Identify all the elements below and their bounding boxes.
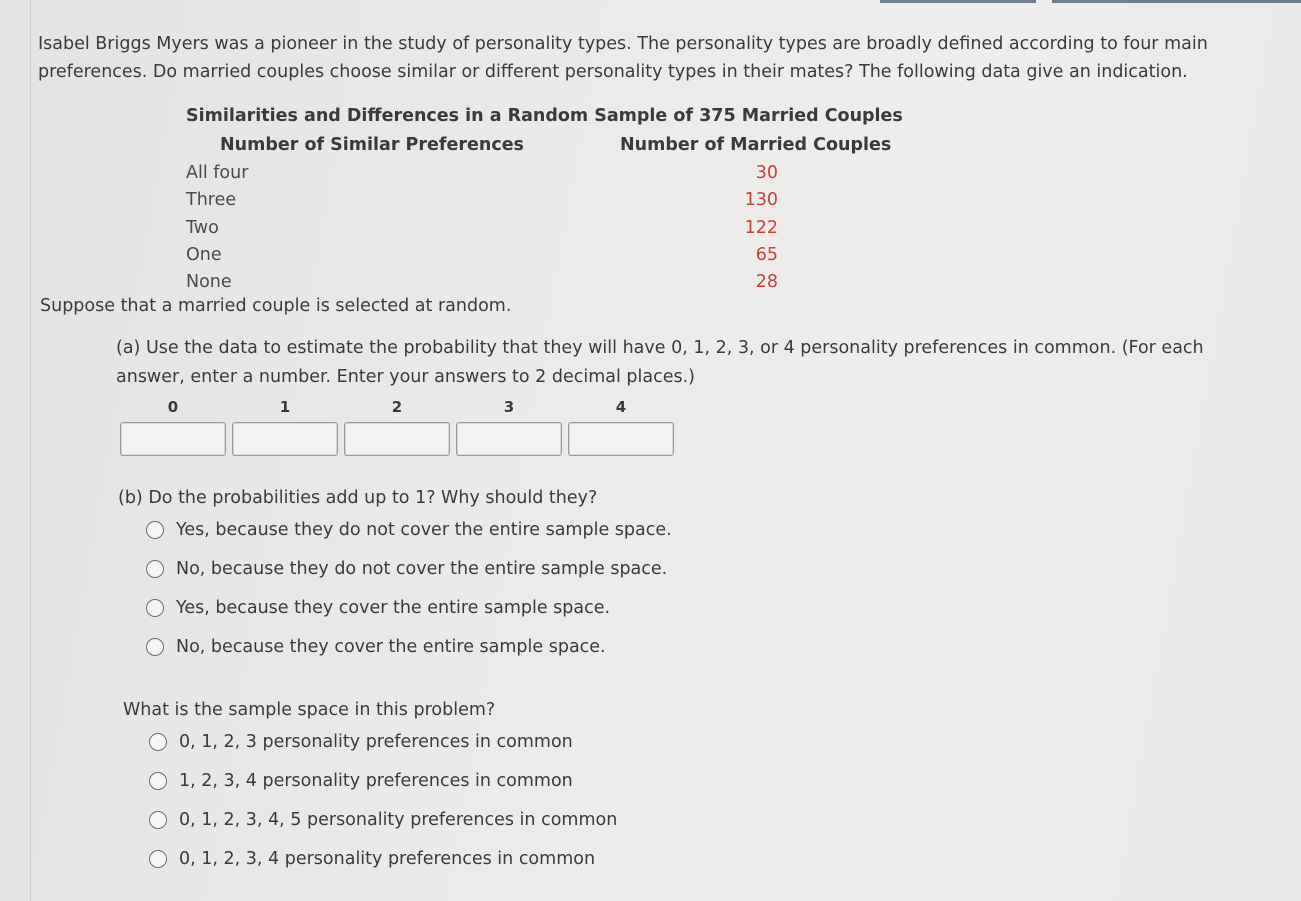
table-row [186, 187, 946, 214]
probability-input-3[interactable] [456, 422, 562, 456]
answer-header-0: 0 [167, 398, 179, 416]
radio-option[interactable] [149, 761, 617, 800]
radio-option[interactable] [149, 800, 617, 839]
content-left-border [30, 0, 31, 901]
scenario-text: Suppose that a married couple is selected at random. [40, 296, 512, 316]
radio-button[interactable] [149, 733, 167, 751]
table-caption: Similarities and Differences in a Random Sample of 375 Married Couples [186, 106, 903, 126]
part-b-options [146, 510, 672, 666]
probability-input-4[interactable] [568, 422, 674, 456]
row-value: 28 [755, 272, 778, 293]
radio-button[interactable] [149, 811, 167, 829]
top-tab-indicator [1052, 0, 1301, 3]
table-row [186, 269, 946, 296]
radio-option[interactable] [149, 722, 617, 761]
answer-header-2: 2 [391, 398, 403, 416]
table-row [186, 242, 946, 269]
radio-option-label: 0, 1, 2, 3, 4 personality preferences in common [179, 848, 596, 869]
row-label: One [186, 244, 222, 265]
table-header [186, 130, 946, 160]
radio-button[interactable] [149, 772, 167, 790]
part-b-question: (b) Do the probabilities add up to 1? Why should they? [118, 488, 598, 508]
radio-button[interactable] [146, 560, 164, 578]
answer-inputs [120, 422, 680, 458]
sample-space-options [149, 722, 617, 878]
row-value: 30 [755, 163, 778, 183]
data-table [186, 102, 946, 296]
problem-intro: Isabel Briggs Myers was a pioneer in the study of personality types. The personality types are broadly defined according to four main preferences. Do married couples choose similar or different personality types in their mates? The following data give an indication. [38, 34, 1208, 82]
radio-option-label: 1, 2, 3, 4 personality preferences in common [179, 770, 573, 791]
table-row [186, 215, 946, 242]
answer-header-1: 1 [279, 398, 291, 416]
radio-option[interactable] [146, 627, 672, 666]
radio-option-label: Yes, because they do not cover the entire sample space. [176, 519, 672, 540]
row-value: 122 [744, 217, 778, 238]
radio-option-label: Yes, because they cover the entire sample space. [176, 597, 611, 618]
column-header-couples: Number of Married Couples [620, 135, 892, 155]
radio-button[interactable] [146, 521, 164, 539]
row-value: 65 [755, 244, 778, 265]
row-label: None [186, 272, 232, 293]
radio-option-label: No, because they cover the entire sample space. [176, 636, 606, 657]
radio-option-label: No, because they do not cover the entire sample space. [176, 558, 668, 579]
sample-space-question: What is the sample space in this problem? [123, 700, 496, 720]
radio-option[interactable] [146, 549, 672, 588]
probability-input-1[interactable] [232, 422, 338, 456]
probability-input-0[interactable] [120, 422, 226, 456]
radio-button[interactable] [146, 638, 164, 656]
radio-option[interactable] [146, 588, 672, 627]
row-label: Two [186, 217, 219, 238]
row-value: 130 [744, 190, 778, 211]
column-header-preferences: Number of Similar Preferences [220, 135, 524, 155]
answer-headers [120, 395, 680, 419]
answer-header-3: 3 [503, 398, 515, 416]
radio-option-label: 0, 1, 2, 3 personality preferences in common [179, 731, 573, 752]
answer-header-4: 4 [615, 398, 627, 416]
radio-button[interactable] [149, 850, 167, 868]
part-a-question: (a) Use the data to estimate the probability that they will have 0, 1, 2, 3, or 4 personality preferences in common. (For each answer, enter a number. Enter your answers to 2 decimal places.) [116, 338, 1204, 387]
row-label: All four [186, 163, 249, 183]
row-label: Three [186, 190, 237, 211]
top-border [0, 0, 1301, 3]
radio-option[interactable] [149, 839, 617, 878]
table-row [186, 160, 946, 187]
radio-option[interactable] [146, 510, 672, 549]
radio-button[interactable] [146, 599, 164, 617]
radio-option-label: 0, 1, 2, 3, 4, 5 personality preferences in common [179, 809, 618, 830]
top-tab-indicator [880, 0, 1036, 3]
probability-input-2[interactable] [344, 422, 450, 456]
